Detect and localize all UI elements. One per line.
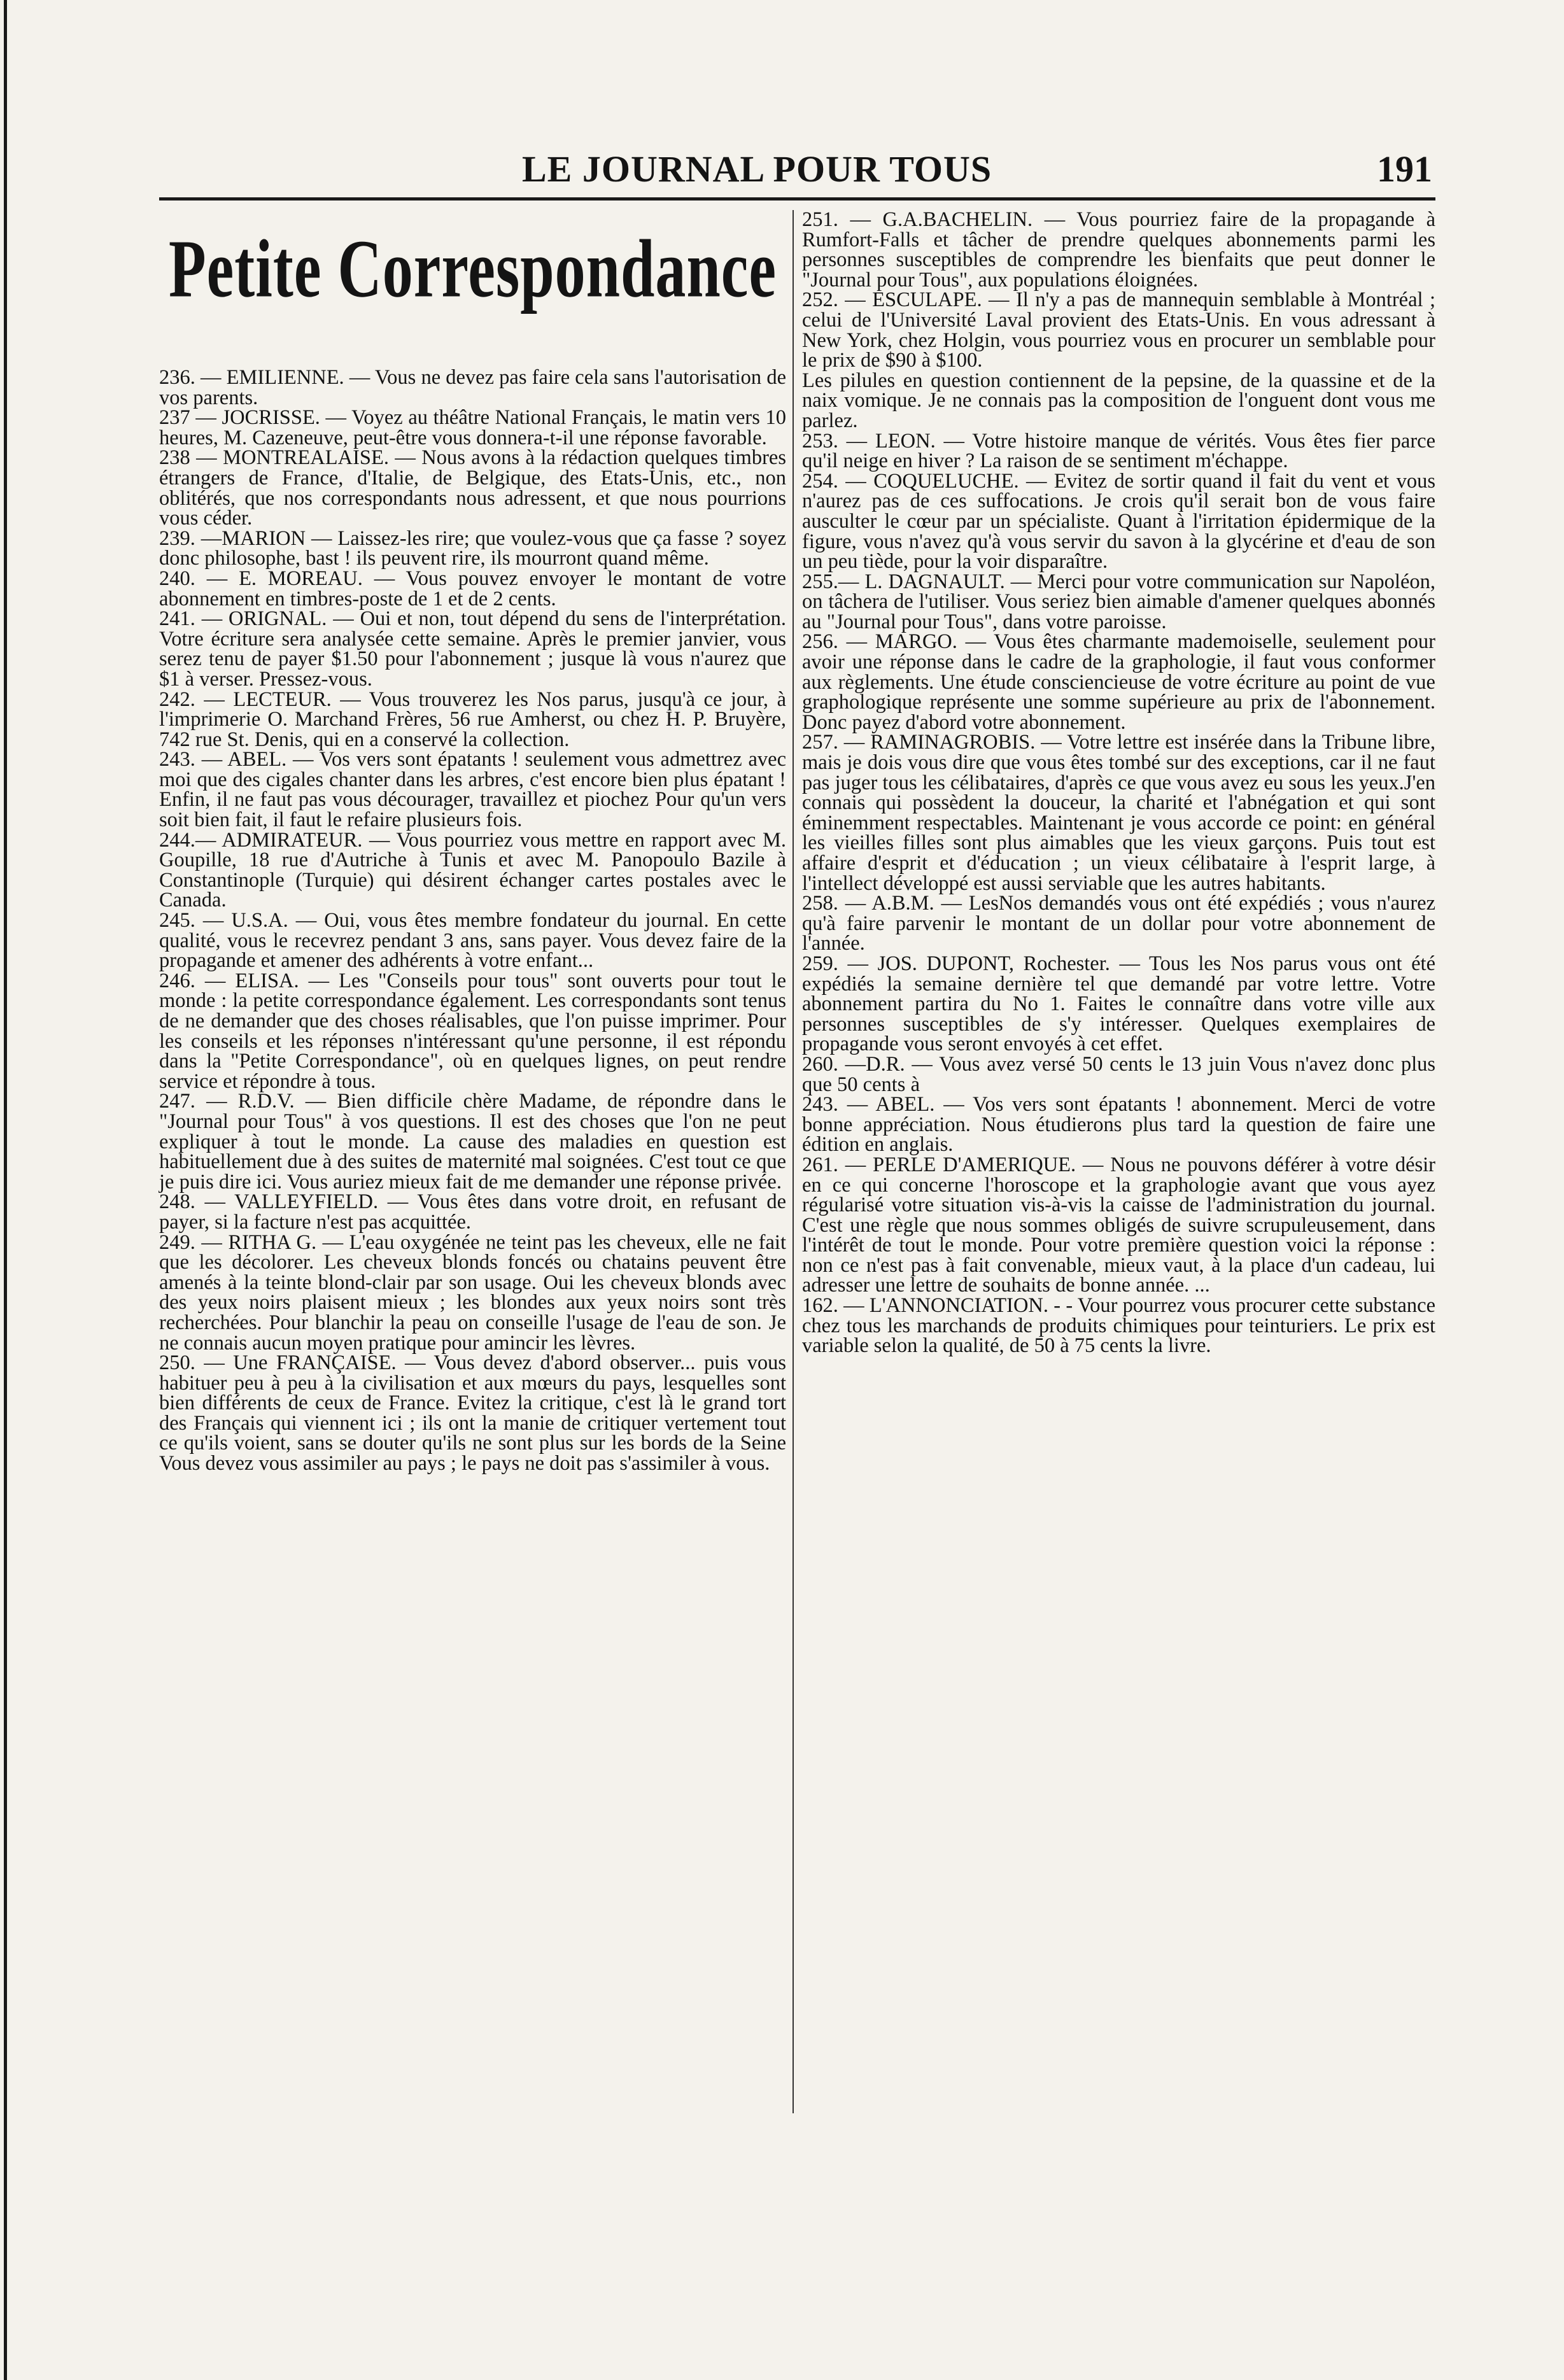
correspondence-entry: 241. — ORIGNAL. — Oui et non, tout dépend du sens de l'interprétation. Votre écriture sera analysée cette semaine. Après le premier janvier, vous serez tenu de payer $1.50 pour l'abonnement ; jusque là vous n'aurez que $1 à verser. Pressez-vous. <box>159 607 786 691</box>
left-column <box>159 210 786 1474</box>
header-rule <box>159 197 1435 201</box>
correspondence-entry: 259. — JOS. DUPONT, Rochester. — Tous les Nos parus vous ont été expédiés la semaine dernière tel que demandé par votre lettre. Votre abonnement partira du No 1. Faites le connaître dans votre ville aux personnes susceptibles de s'y intéresser. Quelques exemplaires de propagande vous seront envoyés à cet effet. <box>802 952 1435 1056</box>
correspondence-entry: 251. — G.A.BACHELIN. — Vous pourriez faire de la propagande à Rumfort-Falls et tâcher de prendre quelques abonnements parmi les personnes susceptibles de comprendre les bienfaits que peut donner le "Journal pour Tous", aux populations éloignées. <box>802 208 1435 292</box>
page-edge-rule <box>4 0 7 2380</box>
correspondence-entry: 162. — L'ANNONCIATION. - - Vour pourrez vous procurer cette substance chez tous les marchands de produits chimiques pour teinturiers. Le prix est variable selon la qualité, de 50 à 75 cents la livre. <box>802 1294 1435 1358</box>
correspondence-entry: 249. — RITHA G. — L'eau oxygénée ne teint pas les cheveux, elle ne fait que les décolorer. Les cheveux blonds foncés ou chatains peuvent être amenés à la teinte blond-clair par son usage. Oui les cheveux blonds avec des yeux noirs plaisent mieux ; les blondes aux yeux noirs sont très recherchées. Pour blanchir la peau on conseille l'usage de l'eau de son. Je ne connais aucun moyen pratique pour amincir les lèvres. <box>159 1230 786 1355</box>
correspondence-entry: Les pilules en question contiennent de la pepsine, de la quassine et de la naix vomique. Je ne connais pas la composition de l'onguent dont vous me parlez. <box>802 369 1435 432</box>
page-number: 191 <box>1377 148 1432 190</box>
correspondence-entry: 252. — ESCULAPE. — Il n'y a pas de mannequin semblable à Montréal ; celui de l'Université Laval provient des Etats-Unis. En vous adressant à New York, chez Holgin, vous pourriez vous en procurer un semblable pour le prix de $90 à $100. <box>802 288 1435 372</box>
correspondence-entry: 236. — EMILIENNE. — Vous ne devez pas faire cela sans l'autorisation de vos parents. <box>159 366 786 409</box>
correspondence-entry: 258. — A.B.M. — LesNos demandés vous ont été expédiés ; vous n'aurez qu'à faire parvenir le montant de un dollar pour votre abonnement de l'année. <box>802 892 1435 955</box>
correspondence-entry: 242. — LECTEUR. — Vous trouverez les Nos parus, jusqu'à ce jour, à l'imprimerie O. Marchand Frères, 56 rue Amherst, ou chez H. P. Bruyère, 742 rue St. Denis, qui en a conservé la collection. <box>159 687 786 751</box>
correspondence-entry: 239. —MARION — Laissez-les rire; que voulez-vous que ça fasse ? soyez donc philosophe, bast ! ils peuvent rire, ils mourront quand même. <box>159 526 786 570</box>
right-column <box>802 210 1435 1356</box>
correspondence-entry: 244.— ADMIRATEUR. — Vous pourriez vous mettre en rapport avec M. Goupille, 18 rue d'Autriche à Tunis et avec M. Panopoulo Bazile à Constantinople (Turquie) qui désirent échanger cartes postales avec le Canada. <box>159 828 786 912</box>
journal-title: LE JOURNAL POUR TOUS <box>522 148 992 190</box>
correspondence-entry: 257. — RAMINAGROBIS. — Votre lettre est insérée dans la Tribune libre, mais je dois vous dire que vous êtes tombé sur des exceptions, car il ne faut pas juger tous les célibataires, d'après ce que vous avez eu sous les yeux.J'en connais qui possèdent la douceur, la charité et l'abnégation et qui sont éminemment respectables. Maintenant je vous accorde ce point: en général les vieilles filles sont plus aimables que les vieux garçons. Puis tout est affaire d'esprit et d'éducation ; un vieux célibataire à l'esprit large, à l'intellect développé est aussi serviable que les autres habitants. <box>802 731 1435 895</box>
correspondence-entry: 237 — JOCRISSE. — Voyez au théâtre National Français, le matin vers 10 heures, M. Cazeneuve, peut-être vous donnera-t-il une réponse favorable. <box>159 406 786 449</box>
correspondence-entry: 248. — VALLEYFIELD. — Vous êtes dans votre droit, en refusant de payer, si la facture n'est pas acquittée. <box>159 1190 786 1234</box>
correspondence-entry: 260. —D.R. — Vous avez versé 50 cents le 13 juin Vous n'avez donc plus que 50 cents à <box>802 1052 1435 1096</box>
correspondence-entry: 256. — MARGO. — Vous êtes charmante mademoiselle, seulement pour avoir une réponse dans le cadre de la graphologie, il faut vous conformer aux règlements. Une étude consciencieuse de votre écriture au point de vue graphologique représente une somme supérieure au prix de l'abonnement. Donc payez d'abord votre abonnement. <box>802 630 1435 734</box>
correspondence-entry: 238 — MONTREALAISE. — Nous avons à la rédaction quelques timbres étrangers de France, d'Italie, de Belgique, des Etats-Unis, etc., non oblitérés, que nos correspondants nous adressent, et que nous pourrions vous céder. <box>159 446 786 530</box>
section-title: Petite Correspondance <box>168 222 777 314</box>
correspondence-entry: 246. — ELISA. — Les "Conseils pour tous" sont ouverts pour tout le monde : la petite correspondance également. Les correspondants sont tenus de ne demander que des choses réalisables, que l'on puisse imprimer. Pour les conseils et les réponses n'intéressant qu'une personne, il est répondu dans la "Petite Correspondance", où en quelques lignes, on peut rendre service et répondre à tous. <box>159 969 786 1093</box>
page-header <box>159 148 1432 199</box>
correspondence-entry: 243. — ABEL. — Vos vers sont épatants ! seulement vous admettrez avec moi que des cigales chanter dans les arbres, c'est encore bien plus épatant ! Enfin, il ne faut pas vous décourager, travaillez et piochez Pour qu'un vers soit bien fait, il faut le refaire plusieurs fois. <box>159 748 786 832</box>
correspondence-entry: 261. — PERLE D'AMERIQUE. — Nous ne pouvons déférer à votre désir en ce qui concerne l'horoscope et la graphologie avant que vous ayez régularisé votre situation vis-à-vis la caisse de l'administration du journal. C'est une règle que nous sommes obligés de suivre scrupuleusement, dans l'intérêt de tout le monde. Pour votre première question voici la réponse : non ce n'est pas à fait convenable, mieux vaut, à la place d'un cadeau, lui adresser une lettre de souhaits de bonne année. ... <box>802 1153 1435 1297</box>
correspondence-entry: 250. — Une FRANÇAISE. — Vous devez d'abord observer... puis vous habituer peu à peu à la civilisation et aux mœurs du pays, lesquelles sont bien différents de ceux de France. Evitez la critique, c'est là le grand tort des Français qui viennent ici ; ils ont la manie de critiquer vertement tout ce qu'ils voient, sans se douter qu'ils ne sont plus sur les bords de la Seine Vous devez vous assimiler au pays ; le pays ne doit pas s'assimiler à vous. <box>159 1351 786 1475</box>
correspondence-entry: 245. — U.S.A. — Oui, vous êtes membre fondateur du journal. En cette qualité, vous le recevrez pendant 3 ans, sans payer. Vous devez faire de la propagande et amener des adhérents à votre enfant... <box>159 909 786 973</box>
correspondence-entry: 255.— L. DAGNAULT. — Merci pour votre communication sur Napoléon, on tâchera de l'utiliser. Vous seriez bien aimable d'amener quelques abonnés au "Journal pour Tous", dans votre paroisse. <box>802 570 1435 633</box>
correspondence-entry: 254. — COQUELUCHE. — Evitez de sortir quand il fait du vent et vous n'aurez pas de ces suffocations. Je crois qu'il serait bon de vous faire ausculter le cœur par un spécialiste. Quant à l'irritation épidermique de la figure, vous n'avez qu'à vous servir du savon à la glycérine et d'eau de son un peu tiède, pour la voir disparaître. <box>802 469 1435 574</box>
correspondence-entry: 243. — ABEL. — Vos vers sont épatants ! abonnement. Merci de votre bonne appréciation. Nous étudierons plus tard la question de faire une édition en anglais. <box>802 1093 1435 1157</box>
correspondence-entry: 253. — LEON. — Votre histoire manque de vérités. Vous êtes fier parce qu'il neige en hiver ? La raison de se sentiment m'échappe. <box>802 429 1435 473</box>
correspondence-entry: 247. — R.D.V. — Bien difficile chère Madame, de répondre dans le "Journal pour Tous" à vos questions. Il est des choses que l'on ne peut expliquer à tout le monde. La cause des maladies en question est habituellement due à des suites de maternité mal soignées. C'est tout ce que je puis dire ici. Vous auriez mieux fait de me demander une réponse privée. <box>159 1090 786 1194</box>
column-divider <box>793 210 794 2113</box>
correspondence-entry: 240. — E. MOREAU. — Vous pouvez envoyer le montant de votre abonnement en timbres-poste de 1 et de 2 cents. <box>159 567 786 610</box>
